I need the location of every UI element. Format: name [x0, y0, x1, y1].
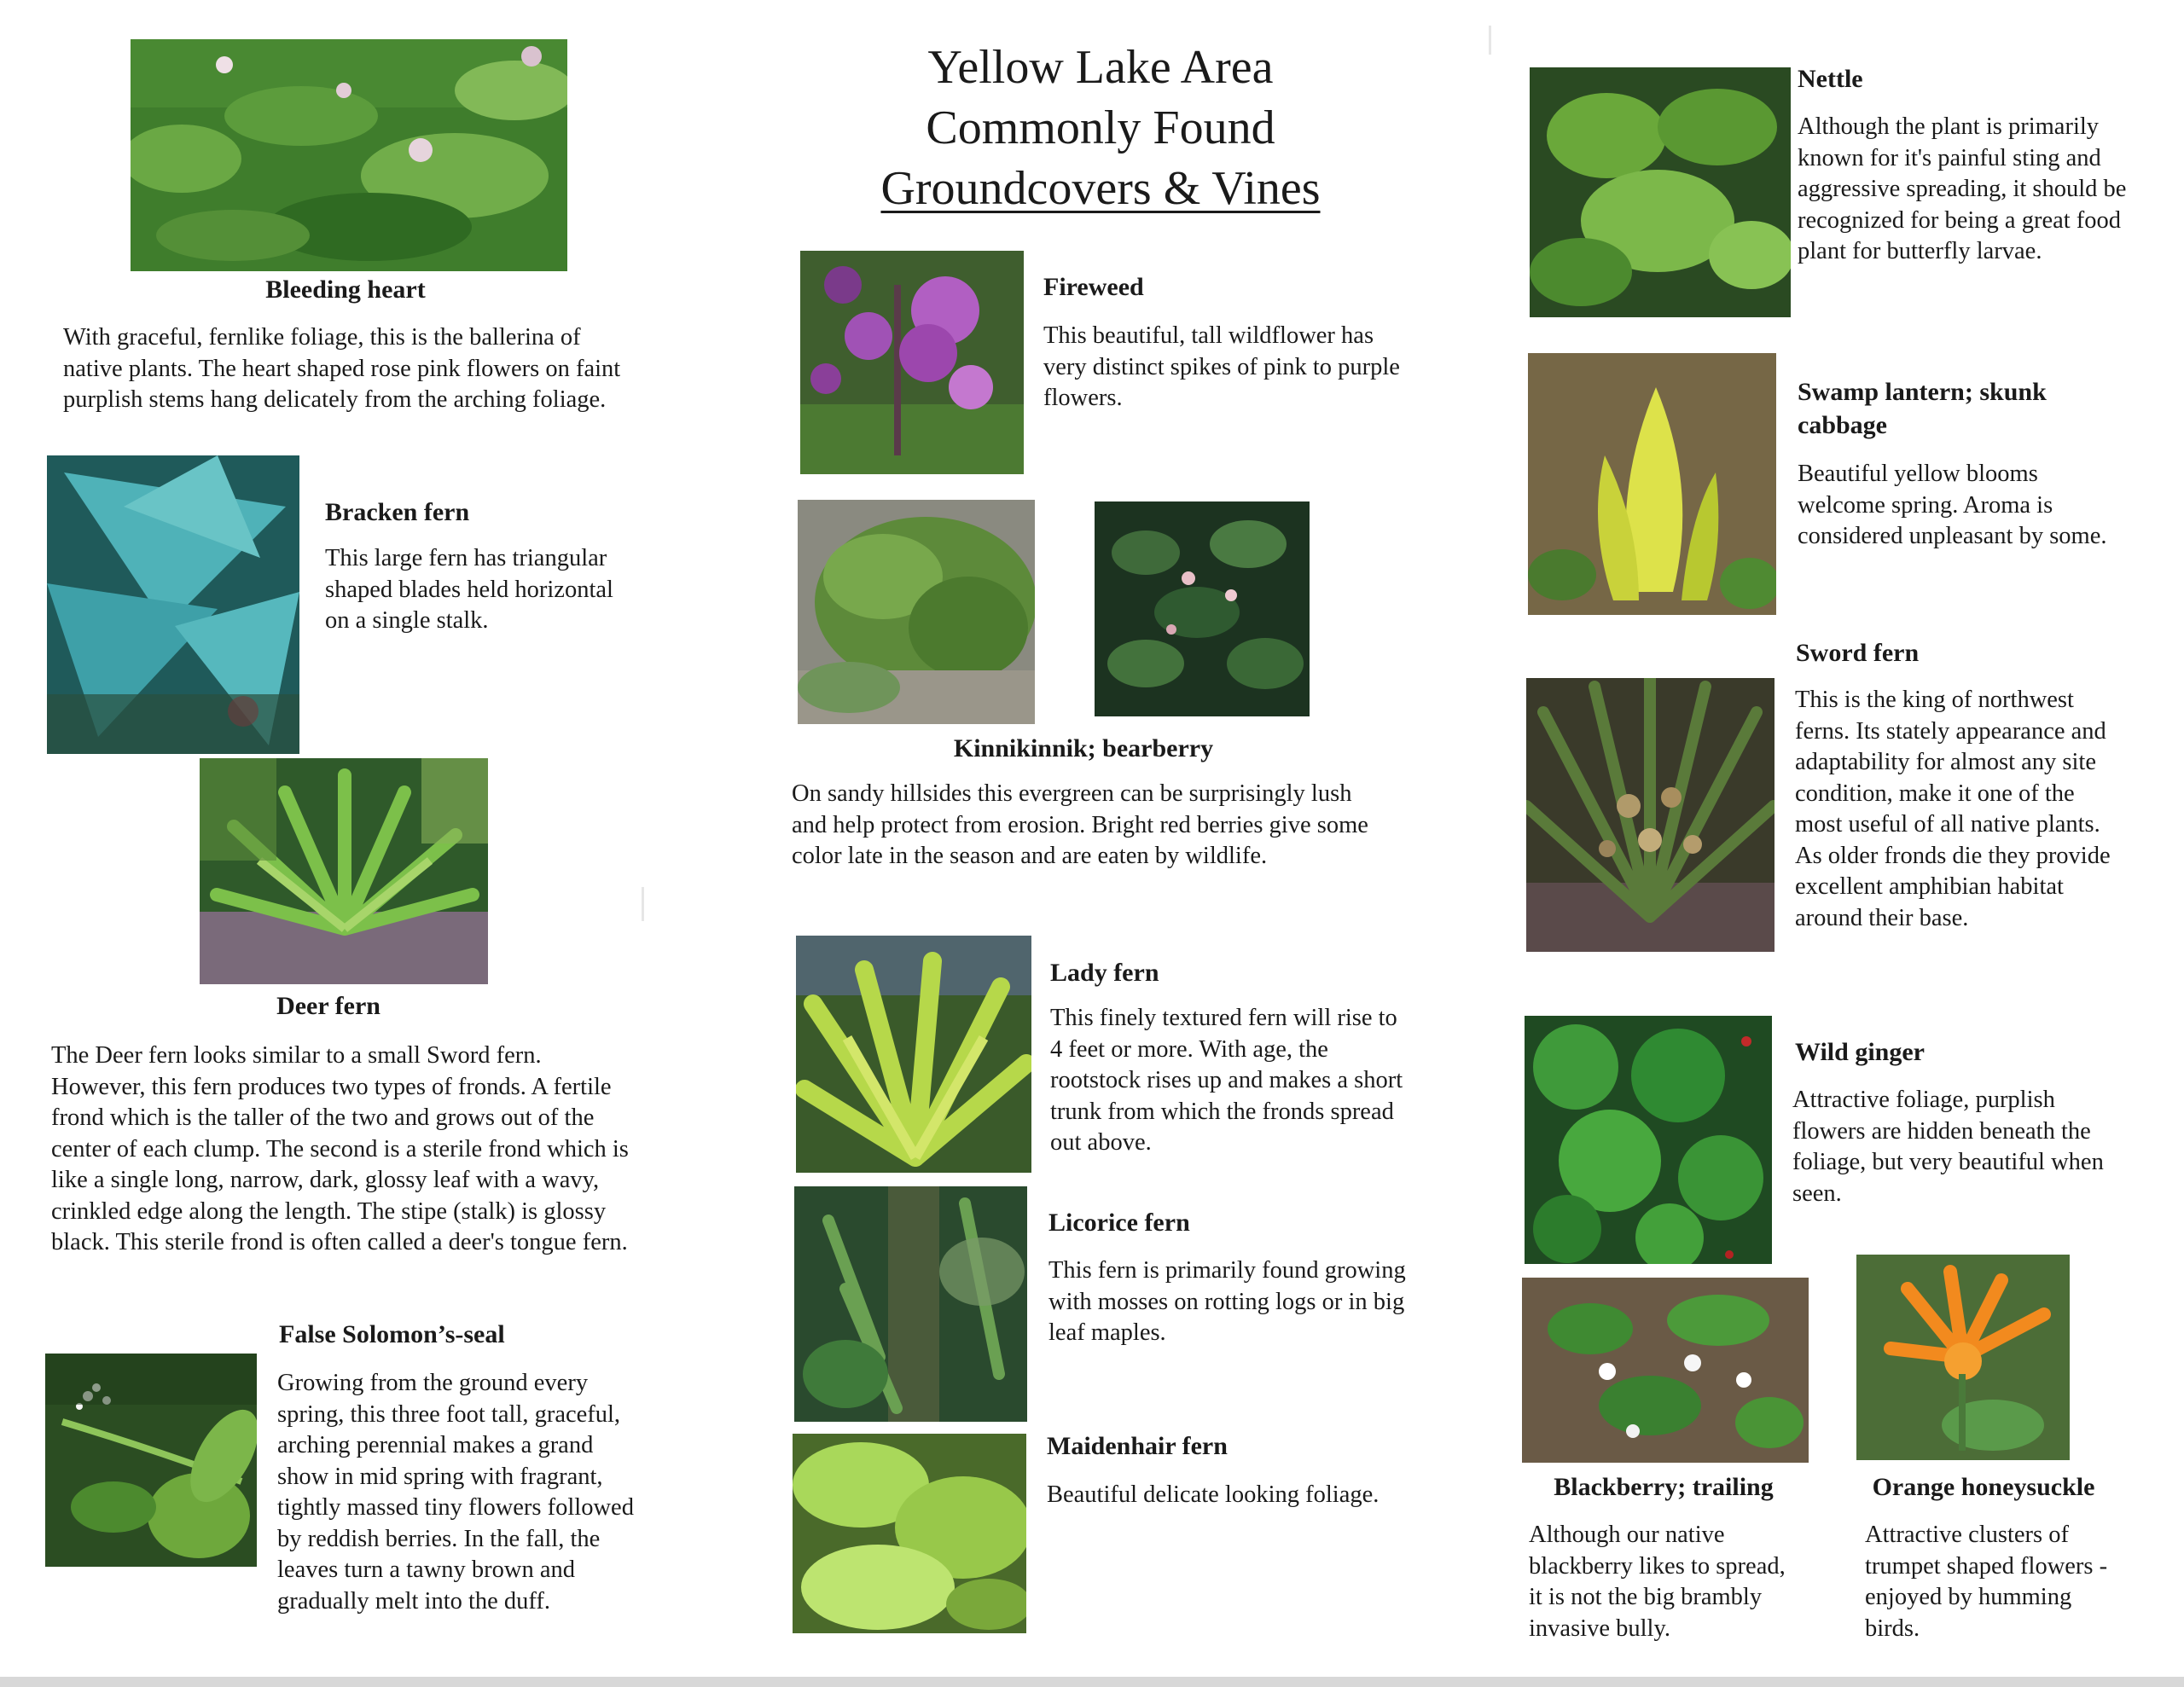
sword-fern-photo — [1526, 678, 1774, 952]
title-line-3: Groundcovers & Vines — [880, 162, 1321, 215]
bleeding-heart-name: Bleeding heart — [265, 275, 426, 304]
nettle-photo — [1530, 67, 1791, 317]
bleeding-heart-photo — [131, 39, 567, 271]
blackberry-name: Blackberry; trailing — [1554, 1473, 1774, 1501]
fold-mark-left — [642, 887, 644, 921]
maidenhair-fern-name: Maidenhair fern — [1047, 1432, 1228, 1460]
title-line-1: Yellow Lake Area — [927, 41, 1274, 94]
false-solomons-seal-description: Growing from the ground every spring, this three foot tall, graceful, arching perennial makes a grand show in mid spring with fragrant, tightly massed tiny flowers followed by reddish berries. In the fall, the leaves turn a tawny brown and gradually melt into the duff. — [277, 1370, 634, 1615]
licorice-fern-name: Licorice fern — [1048, 1209, 1190, 1237]
false-solomons-seal-photo — [45, 1354, 257, 1567]
wild-ginger-name: Wild ginger — [1795, 1038, 1925, 1066]
fireweed-photo — [800, 251, 1024, 474]
kinnikinnik-name: Kinnikinnik; bearberry — [953, 734, 1214, 762]
bracken-fern-name: Bracken fern — [325, 498, 470, 526]
false-solomons-seal-name: False Solomon’s-seal — [279, 1320, 505, 1348]
swamp-lantern-name-line-1: Swamp lantern; skunk — [1798, 378, 2047, 406]
blackberry-photo — [1522, 1278, 1809, 1463]
wild-ginger-photo — [1525, 1016, 1772, 1264]
licorice-fern-photo — [794, 1186, 1027, 1422]
title-line-2: Commonly Found — [926, 101, 1275, 154]
swamp-lantern-description: Beautiful yellow blooms welcome spring. Aroma is considered unpleasant by some. — [1798, 461, 2107, 549]
deer-fern-photo — [200, 758, 488, 984]
bleeding-heart-description: With graceful, fernlike foliage, this is the ballerina of native plants. The heart shaped rose pink flowers on faint purplish stems hang delicately from the arching foliage. — [63, 324, 621, 413]
orange-honeysuckle-name: Orange honeysuckle — [1872, 1473, 2095, 1501]
lady-fern-photo — [796, 936, 1031, 1173]
kinnikinnik-photo-2 — [1095, 501, 1310, 716]
fireweed-description: This beautiful, tall wildflower has very distinct spikes of pink to purple flowers. — [1043, 322, 1400, 411]
orange-honeysuckle-description: Attractive clusters of trumpet shaped flowers - enjoyed by humming birds. — [1865, 1522, 2108, 1642]
kinnikinnik-description: On sandy hillsides this evergreen can be surprisingly lush and help protect from erosion. Bright red berries give some color late in the season and are eaten by wildlife. — [792, 780, 1368, 869]
deer-fern-description: The Deer fern looks similar to a small Sword fern. However, this fern produces two types of fronds. A fertile frond which is the taller of the two and grows out of the center of each clump. The second is a sterile frond which is like a single long, narrow, dark, glossy leaf with a wavy, crinkled edge along the length. The stipe (stalk) is glossy black. This sterile frond is often called a deer's tongue fern. — [51, 1042, 629, 1255]
blackberry-description: Although our native blackberry likes to spread, it is not the big brambly invasive bully. — [1529, 1522, 1786, 1642]
deer-fern-name: Deer fern — [276, 992, 380, 1020]
bracken-fern-photo — [47, 455, 299, 754]
swamp-lantern-name-line-2: cabbage — [1798, 411, 1887, 439]
scan-bottom-edge — [0, 1677, 2184, 1687]
maidenhair-fern-description: Beautiful delicate looking foliage. — [1047, 1481, 1380, 1508]
lady-fern-name: Lady fern — [1050, 959, 1159, 987]
nettle-name: Nettle — [1798, 65, 1863, 93]
sword-fern-description: This is the king of northwest ferns. Its stately appearance and adaptability for almost any site condition, make it one of the most useful of all native plants. As older fronds die they provide excellent amphibian habitat around their base. — [1795, 687, 2111, 931]
swamp-lantern-photo — [1528, 353, 1776, 615]
maidenhair-fern-photo — [793, 1434, 1026, 1633]
wild-ginger-description: Attractive foliage, purplish flowers are hidden beneath the foliage, but very beautiful when seen. — [1792, 1087, 2104, 1207]
orange-honeysuckle-photo — [1856, 1255, 2070, 1460]
fireweed-name: Fireweed — [1043, 273, 1144, 301]
lady-fern-description: This finely textured fern will rise to 4 feet or more. With age, the rootstock rises up and makes a short trunk from which the fronds spread out above. — [1050, 1005, 1403, 1156]
fold-mark-right — [1489, 26, 1491, 55]
bracken-fern-description: This large fern has triangular shaped blades held horizontal on a single stalk. — [325, 545, 613, 634]
kinnikinnik-photo-1 — [798, 500, 1035, 724]
nettle-description: Although the plant is primarily known for it's painful sting and aggressive spreading, it should be recognized for being a great food plant for butterfly larvae. — [1798, 113, 2127, 264]
licorice-fern-description: This fern is primarily found growing with mosses on rotting logs or in big leaf maples. — [1048, 1257, 1406, 1346]
sword-fern-name: Sword fern — [1796, 639, 1920, 667]
